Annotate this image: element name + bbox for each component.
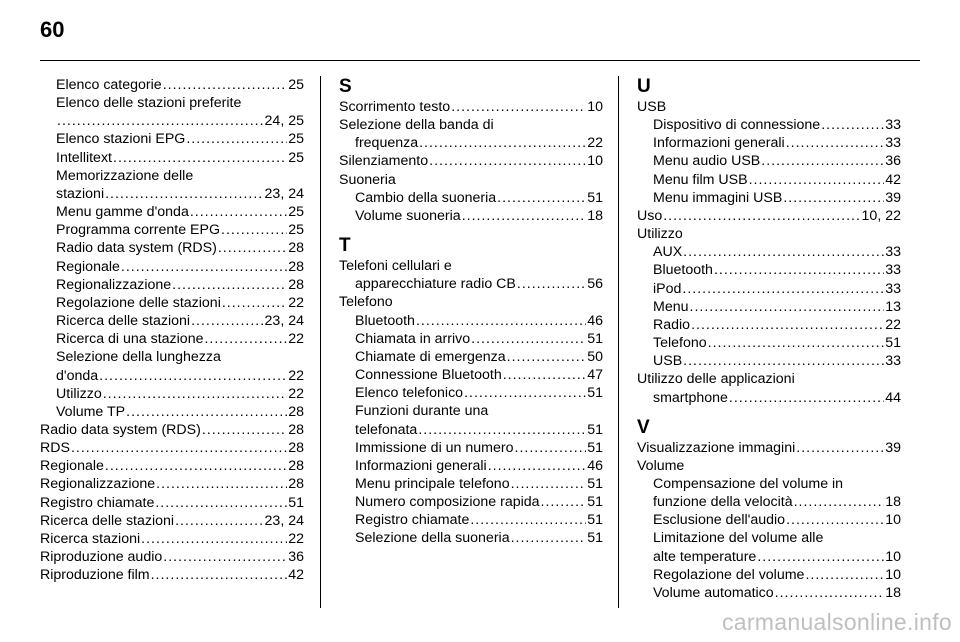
index-entry-label: Uso bbox=[637, 207, 663, 224]
index-entry-pages: 25 bbox=[288, 222, 304, 239]
dot-leader bbox=[113, 149, 287, 167]
index-entry-pages: 28 bbox=[288, 276, 304, 293]
index-entry-label: Selezione della suoneria bbox=[355, 530, 510, 547]
index-entry-label: Elenco stazioni EPG bbox=[56, 131, 186, 148]
index-heading: Utilizzo bbox=[637, 226, 683, 243]
index-entry-pages: 51 bbox=[587, 530, 603, 547]
index-entry bbox=[40, 512, 304, 530]
index-entry-pages: 51 bbox=[885, 335, 901, 352]
index-entry-pages: 22 bbox=[288, 294, 304, 311]
dot-leader bbox=[663, 207, 860, 225]
index-entry bbox=[40, 403, 304, 421]
index-entry bbox=[637, 189, 901, 207]
index-entry-pages: 33 bbox=[885, 262, 901, 279]
dot-leader bbox=[126, 403, 287, 421]
index-entry bbox=[339, 421, 603, 439]
dot-leader bbox=[186, 130, 287, 148]
column-divider bbox=[618, 76, 619, 608]
index-entry-label: alte temperature bbox=[653, 548, 757, 565]
dot-leader bbox=[141, 530, 287, 548]
index-entry-label: Connessione Bluetooth bbox=[355, 367, 502, 384]
index-entry-pages: 25 bbox=[288, 204, 304, 221]
index-entry-pages: 28 bbox=[288, 476, 304, 493]
dot-leader bbox=[794, 493, 885, 511]
index-entry-pages: 36 bbox=[885, 153, 901, 170]
index-entry-label: Ricerca delle stazioni bbox=[40, 512, 175, 529]
index-entry-label: Menu bbox=[653, 298, 689, 315]
index-heading: Funzioni durante una bbox=[355, 403, 489, 420]
index-entry bbox=[339, 366, 603, 384]
index-entry-pages: 28 bbox=[288, 240, 304, 257]
watermark: carmanualsonline.info bbox=[721, 609, 952, 635]
index-entry bbox=[40, 475, 304, 493]
index-entry bbox=[339, 312, 603, 330]
index-entry bbox=[637, 316, 901, 334]
index-entry-label: Bluetooth bbox=[653, 262, 713, 279]
index-entry-label: Intellitext bbox=[56, 149, 112, 166]
dot-leader bbox=[515, 439, 587, 457]
index-entry bbox=[637, 134, 901, 152]
dot-leader bbox=[729, 389, 884, 407]
index-entry-label: Informazioni generali bbox=[355, 457, 487, 474]
index-entry-pages: 51 bbox=[587, 512, 603, 529]
dot-leader bbox=[517, 275, 586, 293]
index-entry-label: Radio bbox=[653, 316, 691, 333]
index-entry-label: Chiamata in arrivo bbox=[355, 330, 471, 347]
index-entry-label: frequenza bbox=[355, 135, 419, 152]
index-entry bbox=[637, 243, 901, 261]
dot-leader bbox=[172, 276, 287, 294]
dot-leader bbox=[761, 152, 884, 170]
dot-leader bbox=[202, 421, 287, 439]
dot-leader bbox=[156, 475, 287, 493]
index-entry bbox=[339, 493, 603, 511]
index-entry bbox=[637, 207, 901, 225]
dot-leader bbox=[541, 493, 587, 511]
index-entry bbox=[40, 239, 304, 257]
index-heading: Selezione della banda di bbox=[339, 117, 494, 134]
index-entry bbox=[339, 207, 603, 225]
index-entry bbox=[40, 566, 304, 584]
dot-leader bbox=[418, 421, 586, 439]
index-entry bbox=[40, 185, 304, 203]
dot-leader bbox=[683, 243, 884, 261]
section-letter: U bbox=[637, 76, 651, 97]
index-entry bbox=[40, 530, 304, 548]
dot-leader bbox=[471, 330, 586, 348]
index-entry-pages: 18 bbox=[885, 584, 901, 601]
index-entry-label: Regionale bbox=[40, 458, 104, 475]
index-heading: Elenco delle stazioni preferite bbox=[56, 95, 242, 112]
index-entry bbox=[637, 389, 901, 407]
dot-leader bbox=[682, 280, 884, 298]
dot-leader bbox=[103, 385, 287, 403]
dot-leader bbox=[470, 511, 586, 529]
index-entry-pages: 28 bbox=[288, 258, 304, 275]
index-entry-label: telefonata bbox=[355, 421, 418, 438]
index-entry-label: Chiamate di emergenza bbox=[355, 348, 506, 365]
section-letter: S bbox=[339, 76, 352, 97]
index-entry-label: Riproduzione audio bbox=[40, 549, 163, 566]
index-entry-label: Regolazione del volume bbox=[653, 566, 805, 583]
index-entry-pages: 46 bbox=[587, 312, 603, 329]
index-entry-pages: 23, 24 bbox=[264, 185, 304, 202]
index-entry-pages: 22 bbox=[288, 367, 304, 384]
index-entry-pages: 28 bbox=[288, 403, 304, 420]
index-entry-pages: 10, 22 bbox=[861, 207, 901, 224]
dot-leader bbox=[105, 185, 263, 203]
index-entry-label: Ricerca delle stazioni bbox=[56, 313, 191, 330]
index-entry bbox=[339, 134, 603, 152]
index-entry-label: Volume automatico bbox=[653, 584, 774, 601]
index-entry-label: d'onda bbox=[56, 367, 99, 384]
index-entry-pages: 51 bbox=[587, 385, 603, 402]
index-entry-pages: 33 bbox=[885, 244, 901, 261]
index-entry-label: Programma corrente EPG bbox=[56, 222, 221, 239]
index-entry-label: Visualizzazione immagini bbox=[637, 439, 796, 456]
index-entry bbox=[637, 548, 901, 566]
index-entry bbox=[40, 130, 304, 148]
dot-leader bbox=[786, 134, 885, 152]
index-entry bbox=[339, 475, 603, 493]
index-entry-pages: 51 bbox=[587, 494, 603, 511]
index-entry-pages: 18 bbox=[885, 494, 901, 511]
index-entry-label: Menu principale telefono bbox=[355, 475, 510, 492]
index-entry bbox=[637, 116, 901, 134]
dot-leader bbox=[691, 316, 884, 334]
index-heading: Volume bbox=[637, 457, 685, 474]
index-entry-label: Silenziamento bbox=[339, 153, 429, 170]
section-letter: T bbox=[339, 235, 351, 257]
index-column-3 bbox=[637, 76, 901, 602]
index-entry bbox=[40, 294, 304, 312]
index-entry bbox=[40, 312, 304, 330]
index-entry-pages: 28 bbox=[288, 458, 304, 475]
dot-leader bbox=[190, 203, 287, 221]
index-entry-pages: 36 bbox=[288, 549, 304, 566]
index-entry-pages: 22 bbox=[288, 331, 304, 348]
index-entry-pages: 25 bbox=[288, 149, 304, 166]
index-entry-label: Volume suoneria bbox=[355, 207, 461, 224]
dot-leader bbox=[222, 294, 287, 312]
index-entry bbox=[339, 348, 603, 366]
index-entry-label: Informazioni generali bbox=[653, 135, 785, 152]
column-divider bbox=[320, 76, 321, 608]
index-entry bbox=[40, 330, 304, 348]
dot-leader bbox=[151, 566, 288, 584]
index-entry bbox=[339, 439, 603, 457]
index-heading: Memorizzazione delle bbox=[56, 167, 194, 184]
index-entry-pages: 33 bbox=[885, 280, 901, 297]
index-entry bbox=[40, 203, 304, 221]
index-entry-label: Utilizzo bbox=[56, 385, 102, 402]
index-entry-pages: 50 bbox=[587, 348, 603, 365]
index-entry bbox=[40, 385, 304, 403]
index-heading: Utilizzo delle applicazioni bbox=[637, 371, 795, 388]
index-entry bbox=[40, 221, 304, 239]
index-entry bbox=[637, 261, 901, 279]
index-entry-pages: 23, 24 bbox=[264, 313, 304, 330]
dot-leader bbox=[218, 239, 287, 257]
index-entry-label: iPod bbox=[653, 280, 682, 297]
index-entry-pages: 42 bbox=[885, 171, 901, 188]
index-entry-label: Menu gamme d'onda bbox=[56, 204, 189, 221]
dot-leader bbox=[464, 384, 586, 402]
index-heading: Telefono bbox=[339, 294, 393, 311]
index-entry bbox=[339, 330, 603, 348]
index-entry-label: Regionale bbox=[56, 258, 120, 275]
index-entry-pages: 25 bbox=[288, 131, 304, 148]
index-entry-pages: 22 bbox=[288, 385, 304, 402]
index-entry-pages: 51 bbox=[288, 494, 304, 511]
index-entry-pages: 44 bbox=[885, 389, 901, 406]
index-entry bbox=[40, 367, 304, 385]
index-entry-pages: 24, 25 bbox=[264, 113, 304, 130]
dot-leader bbox=[416, 312, 586, 330]
index-entry-pages: 28 bbox=[288, 440, 304, 457]
index-entry-pages: 22 bbox=[288, 530, 304, 547]
index-entry-pages: 39 bbox=[885, 439, 901, 456]
index-entry-pages: 51 bbox=[587, 189, 603, 206]
index-entry bbox=[637, 352, 901, 370]
index-entry-label: Telefono bbox=[653, 335, 707, 352]
index-entry-pages: 42 bbox=[288, 567, 304, 584]
index-entry-pages: 33 bbox=[885, 353, 901, 370]
index-entry bbox=[339, 275, 603, 293]
index-entry-label: Elenco telefonico bbox=[355, 385, 464, 402]
index-entry-pages: 13 bbox=[885, 298, 901, 315]
index-entry bbox=[40, 457, 304, 475]
index-heading: Limitazione del volume alle bbox=[653, 530, 824, 547]
index-entry bbox=[637, 171, 901, 189]
index-entry-pages: 47 bbox=[587, 367, 603, 384]
index-heading: Selezione della lunghezza bbox=[56, 349, 221, 366]
index-entry-label: Radio data system (RDS) bbox=[40, 421, 201, 438]
index-entry-label: Immissione di un numero bbox=[355, 439, 514, 456]
index-entry-label: Volume TP bbox=[56, 403, 126, 420]
dot-leader bbox=[488, 457, 587, 475]
index-entry-label: AUX bbox=[653, 244, 683, 261]
index-entry-pages: 23, 24 bbox=[264, 512, 304, 529]
index-entry-pages: 51 bbox=[587, 421, 603, 438]
dot-leader bbox=[783, 189, 884, 207]
dot-leader bbox=[507, 348, 587, 366]
index-entry bbox=[40, 494, 304, 512]
dot-leader bbox=[462, 207, 587, 225]
index-entry bbox=[637, 298, 901, 316]
index-entry-pages: 25 bbox=[288, 77, 304, 93]
dot-leader bbox=[71, 439, 287, 457]
dot-leader bbox=[191, 312, 263, 330]
dot-leader bbox=[204, 330, 287, 348]
dot-leader bbox=[105, 457, 287, 475]
index-entry-label: stazioni bbox=[56, 185, 105, 202]
index-entry-pages: 10 bbox=[587, 153, 603, 170]
index-entry-label: Menu audio USB bbox=[653, 153, 761, 170]
index-entry-label: funzione della velocità bbox=[653, 494, 793, 511]
index-entry-label: Menu film USB bbox=[653, 171, 748, 188]
index-entry bbox=[40, 421, 304, 439]
dot-leader bbox=[511, 475, 587, 493]
index-entry bbox=[40, 149, 304, 167]
index-entry-pages: 10 bbox=[885, 566, 901, 583]
index-heading: USB bbox=[637, 99, 667, 115]
index-entry-pages: 28 bbox=[288, 421, 304, 438]
index-entry-label: RDS bbox=[40, 440, 70, 457]
index-entry-label: Regionalizzazione bbox=[56, 276, 172, 293]
dot-leader bbox=[155, 494, 287, 512]
dot-leader bbox=[497, 189, 586, 207]
index-entry-label: Regolazione delle stazioni bbox=[56, 294, 221, 311]
index-entry-pages: 33 bbox=[885, 135, 901, 152]
index-entry bbox=[637, 280, 901, 298]
dot-leader bbox=[429, 152, 586, 170]
index-entry bbox=[40, 112, 304, 130]
index-entry-pages: 51 bbox=[587, 439, 603, 456]
dot-leader bbox=[714, 261, 884, 279]
page-number: 60 bbox=[40, 17, 65, 42]
index-entry-label: Esclusione dell'audio bbox=[653, 512, 786, 529]
index-entry-pages: 51 bbox=[587, 475, 603, 492]
index-heading: Compensazione del volume in bbox=[653, 475, 844, 492]
dot-leader bbox=[163, 76, 288, 94]
index-entry-label: Regionalizzazione bbox=[40, 476, 156, 493]
dot-leader bbox=[121, 258, 287, 276]
index-entry bbox=[40, 548, 304, 566]
index-entry bbox=[637, 584, 901, 602]
index-entry-label: Scorrimento testo bbox=[339, 99, 451, 115]
index-entry-label: Radio data system (RDS) bbox=[56, 240, 217, 257]
index-entry-pages: 56 bbox=[587, 276, 603, 293]
index-entry-label: Cambio della suoneria bbox=[355, 189, 497, 206]
index-entry-pages: 33 bbox=[885, 117, 901, 134]
index-entry-label: Dispositivo di connessione bbox=[653, 117, 821, 134]
index-heading: Suoneria bbox=[339, 171, 396, 188]
dot-leader bbox=[451, 98, 586, 116]
index-entry-label: Registro chiamate bbox=[40, 494, 155, 511]
index-entry-pages: 46 bbox=[587, 457, 603, 474]
dot-leader bbox=[708, 334, 885, 352]
dot-leader bbox=[749, 171, 885, 189]
index-entry bbox=[40, 76, 304, 94]
dot-leader bbox=[503, 366, 587, 384]
index-entry-label: Registro chiamate bbox=[355, 512, 470, 529]
dot-leader bbox=[683, 352, 884, 370]
index-entry bbox=[40, 258, 304, 276]
section-letter: V bbox=[637, 416, 650, 438]
index-entry-label: apparecchiature radio CB bbox=[355, 276, 516, 293]
index-heading: Telefoni cellulari e bbox=[339, 258, 452, 275]
index-entry-label: Bluetooth bbox=[355, 312, 415, 329]
index-entry bbox=[637, 152, 901, 170]
dot-leader bbox=[757, 548, 884, 566]
dot-leader bbox=[805, 566, 884, 584]
dot-leader bbox=[221, 221, 287, 239]
index-entry-label: smartphone bbox=[653, 389, 728, 406]
index-entry-pages: 10 bbox=[885, 512, 901, 529]
index-entry-pages: 10 bbox=[885, 548, 901, 565]
index-entry-pages: 10 bbox=[587, 99, 603, 115]
index-entry bbox=[339, 511, 603, 529]
index-entry bbox=[339, 98, 603, 116]
index-entry bbox=[40, 276, 304, 294]
dot-leader bbox=[57, 112, 264, 130]
index-entry-label: USB bbox=[653, 353, 683, 370]
index-column-1 bbox=[40, 76, 304, 584]
index-entry-pages: 22 bbox=[885, 316, 901, 333]
index-entry bbox=[40, 439, 304, 457]
index-entry-label: Numero composizione rapida bbox=[355, 494, 540, 511]
dot-leader bbox=[175, 512, 263, 530]
index-entry bbox=[637, 511, 901, 529]
index-entry bbox=[637, 566, 901, 584]
index-entry-pages: 39 bbox=[885, 189, 901, 206]
index-entry bbox=[339, 457, 603, 475]
dot-leader bbox=[821, 116, 884, 134]
index-entry-pages: 18 bbox=[587, 207, 603, 224]
dot-leader bbox=[796, 439, 884, 457]
dot-leader bbox=[690, 298, 885, 316]
dot-leader bbox=[163, 548, 287, 566]
index-entry-label: Riproduzione film bbox=[40, 567, 150, 584]
index-entry bbox=[637, 334, 901, 352]
index-entry-label: Ricerca stazioni bbox=[40, 530, 141, 547]
index-entry-label: Elenco categorie bbox=[56, 77, 162, 93]
index-entry bbox=[637, 493, 901, 511]
index-entry-pages: 22 bbox=[587, 135, 603, 152]
dot-leader bbox=[419, 134, 586, 152]
index-entry bbox=[339, 529, 603, 547]
header-rule bbox=[40, 60, 920, 61]
dot-leader bbox=[511, 529, 587, 547]
dot-leader bbox=[99, 367, 287, 385]
dot-leader bbox=[786, 511, 884, 529]
dot-leader bbox=[775, 584, 885, 602]
index-entry-label: Menu immagini USB bbox=[653, 189, 783, 206]
index-entry-pages: 51 bbox=[587, 330, 603, 347]
index-entry-label: Ricerca di una stazione bbox=[56, 331, 204, 348]
index-entry bbox=[637, 439, 901, 457]
index-entry bbox=[339, 384, 603, 402]
index-entry bbox=[339, 152, 603, 170]
index-entry bbox=[339, 189, 603, 207]
index-column-2 bbox=[339, 76, 603, 548]
